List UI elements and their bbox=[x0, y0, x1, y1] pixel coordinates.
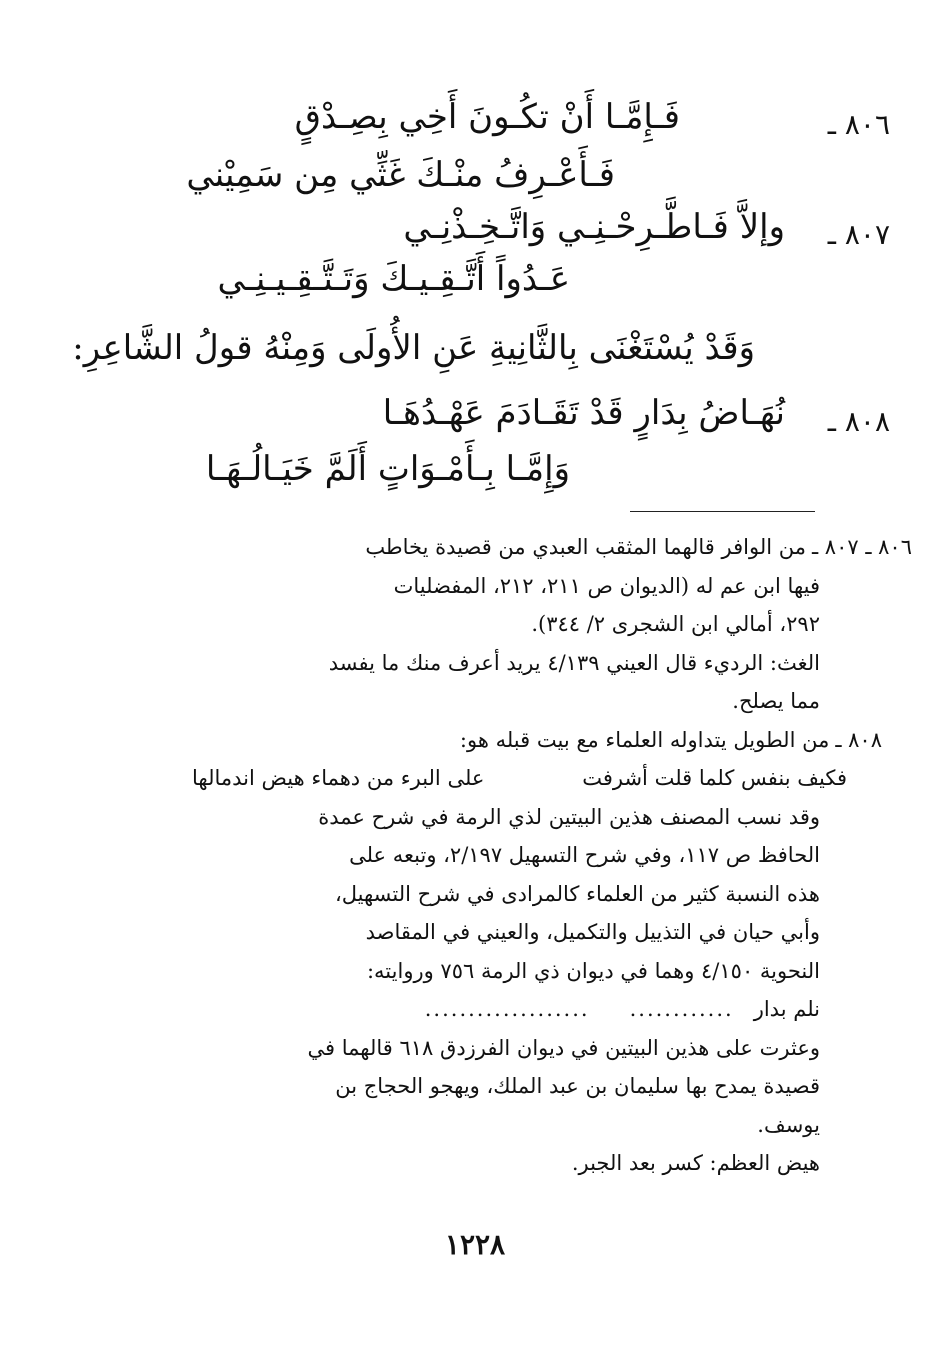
ellipsis-dots: ............ bbox=[629, 997, 734, 1021]
footnote-line: مما يصلح. bbox=[732, 689, 820, 713]
footnote-line: يوسف. bbox=[757, 1112, 820, 1137]
footnote-line: هذه النسبة كثير من العلماء كالمرادى في شرح التسهيل، bbox=[334, 881, 820, 906]
footnote-line: النحوية ٤/١٥٠ وهما في ديوان ذي الرمة ٧٥٦ وروايته: bbox=[366, 958, 820, 983]
verse-number: ٨٠٨ ـ bbox=[827, 405, 890, 438]
footnote-line: من الوافر قالهما المثقب العبدي من قصيدة يخاطب bbox=[365, 535, 806, 559]
quoted-verse-first: فكيف بنفس كلما قلت أشرفت bbox=[582, 766, 847, 790]
page-number: ١٢٢٨ bbox=[444, 1228, 506, 1261]
verse-hemistich-first: نُهَـاضُ بِدَارٍ قَدْ تَقَـادَمَ عَهْـدُهَـا bbox=[382, 393, 785, 433]
verse-hemistich-second: فَـأَعْـرِفُ منْـكَ غَثِّي مِن سَمِيْني bbox=[186, 155, 615, 195]
ellipsis-dots: ................... bbox=[424, 997, 590, 1021]
footnote-line: من الطويل يتداوله العلماء مع بيت قبله هو: bbox=[459, 727, 830, 752]
verse-hemistich-first: فَـإِمَّـا أَنْ تكُـونَ أَخِي بِصِـدْقٍ bbox=[294, 97, 680, 137]
footnote-line: الحافظ ص ١١٧، وفي شرح التسهيل ٢/١٩٧، وتبعه على bbox=[349, 843, 820, 867]
variant-reading bbox=[190, 990, 820, 1029]
footnote-line: ٢٩٢، أمالي ابن الشجرى ٢/ ٣٤٤). bbox=[531, 612, 820, 636]
footnote-line: وقد نسب المصنف هذين البيتين لذي الرمة في شرح عمدة bbox=[318, 804, 820, 829]
quoted-verse bbox=[192, 759, 847, 798]
verse-hemistich-first: وإلاَّ فَـاطَّـرِحْـنِـي وَاتَّـخِـذْنِـي bbox=[403, 207, 785, 247]
footnote-line: فيها ابن عم له (الديوان ص ٢١١، ٢١٢، المفضليات bbox=[393, 573, 820, 598]
verse-hemistich-second: وَإِمَّـا بِـأَمْـوَاتٍ أَلَمَّ خَيَـالُـهَـا bbox=[205, 449, 570, 489]
quoted-verse-second: على البرء من دهماء هيض اندمالها bbox=[192, 766, 485, 790]
gloss-line: هيض العظم: كسر بعد الجبر. bbox=[571, 1151, 820, 1175]
prose-line: وَقَدْ يُسْتَغْنَى بِالثَّانِيةِ عَنِ الأُولَى وَمِنْهُ قولُ الشَّاعِرِ: bbox=[72, 328, 755, 368]
footnotes bbox=[190, 528, 912, 1183]
footnote-line: الغث: الرديء قال العيني ٤/١٣٩ يريد أعرف منك ما يفسد bbox=[328, 650, 820, 675]
footnote-ref: ٨٠٦ ـ ٨٠٧ ـ bbox=[811, 535, 912, 559]
variant-word: نلم بدار bbox=[753, 997, 820, 1021]
footnote-line: وعثرت على هذين البيتين في ديوان الفرزدق ٦١٨ قالهما في bbox=[307, 1035, 820, 1060]
footnote-808 bbox=[190, 721, 882, 760]
footnote-separator bbox=[630, 511, 815, 512]
footnote-806-807 bbox=[190, 528, 912, 567]
verse-number: ٨٠٧ ـ bbox=[827, 218, 890, 251]
verse-hemistich-second: عَـدُواً أَتَّـقِـيـكَ وَتَـتَّـقِـيـنِـي bbox=[217, 259, 570, 299]
footnote-line: قصيدة يمدح بها سليمان بن عبد الملك، ويهجو الحجاج بن bbox=[335, 1074, 820, 1098]
footnote-line: وأبي حيان في التذييل والتكميل، والعيني في المقاصد bbox=[365, 920, 820, 944]
verse-number: ٨٠٦ ـ bbox=[827, 108, 890, 141]
footnote-ref: ٨٠٨ ـ bbox=[835, 727, 882, 752]
